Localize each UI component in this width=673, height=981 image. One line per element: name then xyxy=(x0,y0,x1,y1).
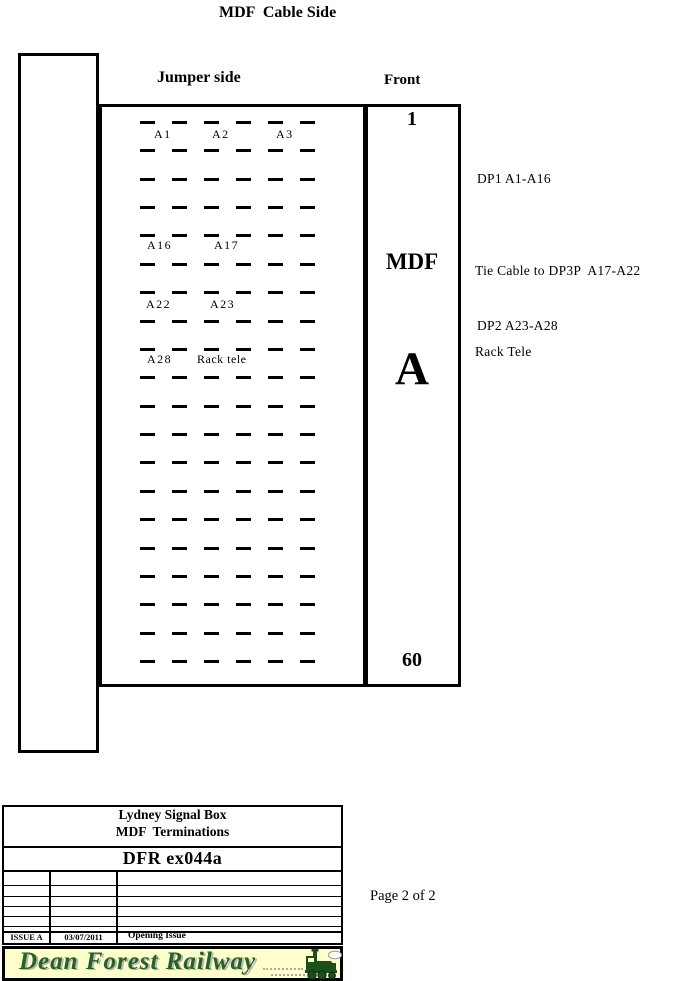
terminal-dash xyxy=(204,178,219,181)
terminal-dash xyxy=(172,632,187,635)
terminal-dash xyxy=(236,433,251,436)
terminal-dash xyxy=(140,547,155,550)
terminal-dash xyxy=(300,518,315,521)
terminal-dash xyxy=(268,461,283,464)
terminal-dash xyxy=(236,291,251,294)
terminal-dash xyxy=(140,632,155,635)
terminal-dash xyxy=(172,291,187,294)
terminal-dash xyxy=(204,433,219,436)
terminal-dash xyxy=(268,433,283,436)
issue-date-cell: 03/07/2011 xyxy=(64,932,103,942)
revision-grid-hline xyxy=(2,885,343,886)
terminal-dash xyxy=(172,547,187,550)
terminal-dash xyxy=(140,433,155,436)
terminal-dash xyxy=(172,320,187,323)
terminal-dash xyxy=(300,405,315,408)
terminal-dash xyxy=(172,461,187,464)
front-label: Front xyxy=(384,72,421,88)
terminal-dash xyxy=(236,121,251,124)
terminal-dash xyxy=(268,603,283,606)
terminal-dash xyxy=(236,547,251,550)
terminal-dash xyxy=(172,490,187,493)
terminal-dash xyxy=(172,405,187,408)
terminal-dash xyxy=(300,433,315,436)
issue-description-cell: Opening Issue xyxy=(128,931,186,941)
drawing-number: DFR ex044a xyxy=(122,848,223,868)
terminal-dash xyxy=(236,376,251,379)
terminal-dash xyxy=(236,660,251,663)
terminal-dash xyxy=(236,320,251,323)
terminal-dash xyxy=(204,206,219,209)
terminal-dash xyxy=(268,234,283,237)
annotation-note: DP1 A1-A16 xyxy=(477,171,551,186)
terminal-dash xyxy=(268,178,283,181)
terminal-dash xyxy=(172,149,187,152)
terminal-dash xyxy=(268,376,283,379)
locomotive-icon xyxy=(304,949,342,980)
terminal-dash xyxy=(204,320,219,323)
terminal-dash xyxy=(140,291,155,294)
title-block-line2: MDF Terminations xyxy=(115,824,230,839)
annotation-note: Tie Cable to DP3P A17-A22 xyxy=(475,263,641,278)
front-rack-letter: A xyxy=(395,343,429,395)
terminal-label: A23 xyxy=(210,297,236,311)
terminal-dash xyxy=(172,206,187,209)
terminal-dash xyxy=(300,547,315,550)
terminal-dash xyxy=(204,575,219,578)
terminal-dash xyxy=(300,603,315,606)
terminal-dash xyxy=(300,320,315,323)
front-mdf-label: MDF xyxy=(385,249,439,274)
terminal-dash xyxy=(236,263,251,266)
terminal-dash xyxy=(300,376,315,379)
terminal-dash xyxy=(236,518,251,521)
terminal-dash xyxy=(268,575,283,578)
terminal-dash xyxy=(300,461,315,464)
terminal-dash xyxy=(268,149,283,152)
terminal-dash xyxy=(300,178,315,181)
revision-grid-hline xyxy=(2,896,343,897)
terminal-dash xyxy=(300,234,315,237)
terminal-dash xyxy=(204,348,219,351)
terminal-dash xyxy=(236,575,251,578)
terminal-dash xyxy=(172,575,187,578)
terminal-label: A17 xyxy=(214,238,240,252)
terminal-dash xyxy=(204,291,219,294)
banner-ground-dots xyxy=(263,967,303,970)
page-title: MDF Cable Side xyxy=(219,4,337,21)
terminal-dash xyxy=(140,348,155,351)
jumper-side-label: Jumper side xyxy=(157,69,241,86)
terminal-dash xyxy=(300,490,315,493)
terminal-dash xyxy=(268,320,283,323)
terminal-dash xyxy=(268,263,283,266)
front-bottom-number: 60 xyxy=(402,649,422,671)
terminal-dash xyxy=(172,263,187,266)
terminal-dash xyxy=(204,263,219,266)
title-block-divider xyxy=(2,870,343,872)
terminal-dash xyxy=(300,660,315,663)
terminal-dash xyxy=(140,461,155,464)
terminal-label: A16 xyxy=(147,238,173,252)
terminal-dash xyxy=(300,291,315,294)
terminal-dash xyxy=(236,206,251,209)
terminal-dash xyxy=(204,405,219,408)
terminal-dash xyxy=(300,348,315,351)
terminal-dash xyxy=(268,518,283,521)
revision-grid-hline xyxy=(2,906,343,907)
revision-grid-hline xyxy=(2,916,343,917)
terminal-dash xyxy=(172,121,187,124)
terminal-label: A22 xyxy=(146,297,172,311)
terminal-dash xyxy=(140,149,155,152)
terminal-dash xyxy=(172,376,187,379)
issue-cell: ISSUE A xyxy=(10,932,43,942)
left-frame-rect xyxy=(18,53,99,753)
terminal-label: A1 xyxy=(154,127,172,141)
terminal-dash xyxy=(204,461,219,464)
railway-banner xyxy=(2,946,343,981)
terminal-dash xyxy=(140,206,155,209)
terminal-dash xyxy=(268,121,283,124)
title-block-line1: Lydney Signal Box xyxy=(118,807,227,822)
terminal-dash xyxy=(236,461,251,464)
terminal-dash xyxy=(172,178,187,181)
annotation-note: Rack Tele xyxy=(475,344,532,359)
revision-grid-vline xyxy=(116,872,118,943)
terminal-dash xyxy=(140,490,155,493)
terminal-dash xyxy=(236,603,251,606)
terminal-dash xyxy=(140,263,155,266)
terminal-label: A3 xyxy=(276,127,294,141)
jumper-side-box xyxy=(99,104,368,687)
terminal-dash xyxy=(236,405,251,408)
terminal-dash xyxy=(140,575,155,578)
terminal-dash xyxy=(204,121,219,124)
terminal-dash xyxy=(204,234,219,237)
terminal-dash xyxy=(204,547,219,550)
terminal-dash xyxy=(300,632,315,635)
terminal-dash xyxy=(268,348,283,351)
terminal-dash xyxy=(140,518,155,521)
terminal-dash xyxy=(204,603,219,606)
revision-grid-hline xyxy=(2,926,343,927)
terminal-dash xyxy=(300,121,315,124)
terminal-dash xyxy=(140,121,155,124)
terminal-dash xyxy=(300,263,315,266)
terminal-dash xyxy=(236,234,251,237)
terminal-dash xyxy=(204,632,219,635)
terminal-dash xyxy=(172,433,187,436)
terminal-dash xyxy=(268,405,283,408)
terminal-dash xyxy=(300,206,315,209)
terminal-dash xyxy=(140,603,155,606)
terminal-dash xyxy=(236,490,251,493)
terminal-label: A2 xyxy=(212,127,230,141)
terminal-dash xyxy=(268,632,283,635)
railway-banner-text: Dean Forest Railway xyxy=(19,948,257,975)
terminal-dash xyxy=(204,490,219,493)
terminal-dash xyxy=(236,178,251,181)
banner-ground-dots xyxy=(271,973,305,976)
terminal-label: Rack tele xyxy=(197,352,247,366)
terminal-dash xyxy=(300,575,315,578)
terminal-dash xyxy=(140,234,155,237)
terminal-dash xyxy=(204,376,219,379)
front-top-number: 1 xyxy=(407,108,417,130)
terminal-dash xyxy=(140,660,155,663)
terminal-dash xyxy=(236,348,251,351)
terminal-label: A28 xyxy=(147,352,173,366)
terminal-dash xyxy=(172,603,187,606)
terminal-dash xyxy=(140,320,155,323)
terminal-dash xyxy=(172,234,187,237)
terminal-dash xyxy=(204,660,219,663)
terminal-dash xyxy=(172,660,187,663)
terminal-dash xyxy=(268,291,283,294)
terminal-dash xyxy=(204,518,219,521)
terminal-dash xyxy=(204,149,219,152)
terminal-dash xyxy=(268,206,283,209)
terminal-dash xyxy=(172,518,187,521)
terminal-dash xyxy=(268,660,283,663)
terminal-dash xyxy=(140,376,155,379)
terminal-dash xyxy=(140,405,155,408)
annotation-note: DP2 A23-A28 xyxy=(477,318,558,333)
terminal-dash xyxy=(300,149,315,152)
terminal-dash xyxy=(140,178,155,181)
terminal-dash xyxy=(172,348,187,351)
terminal-dash xyxy=(268,490,283,493)
terminal-dash xyxy=(236,632,251,635)
terminal-dash xyxy=(236,149,251,152)
page-number-label: Page 2 of 2 xyxy=(370,888,436,904)
terminal-dash xyxy=(268,547,283,550)
